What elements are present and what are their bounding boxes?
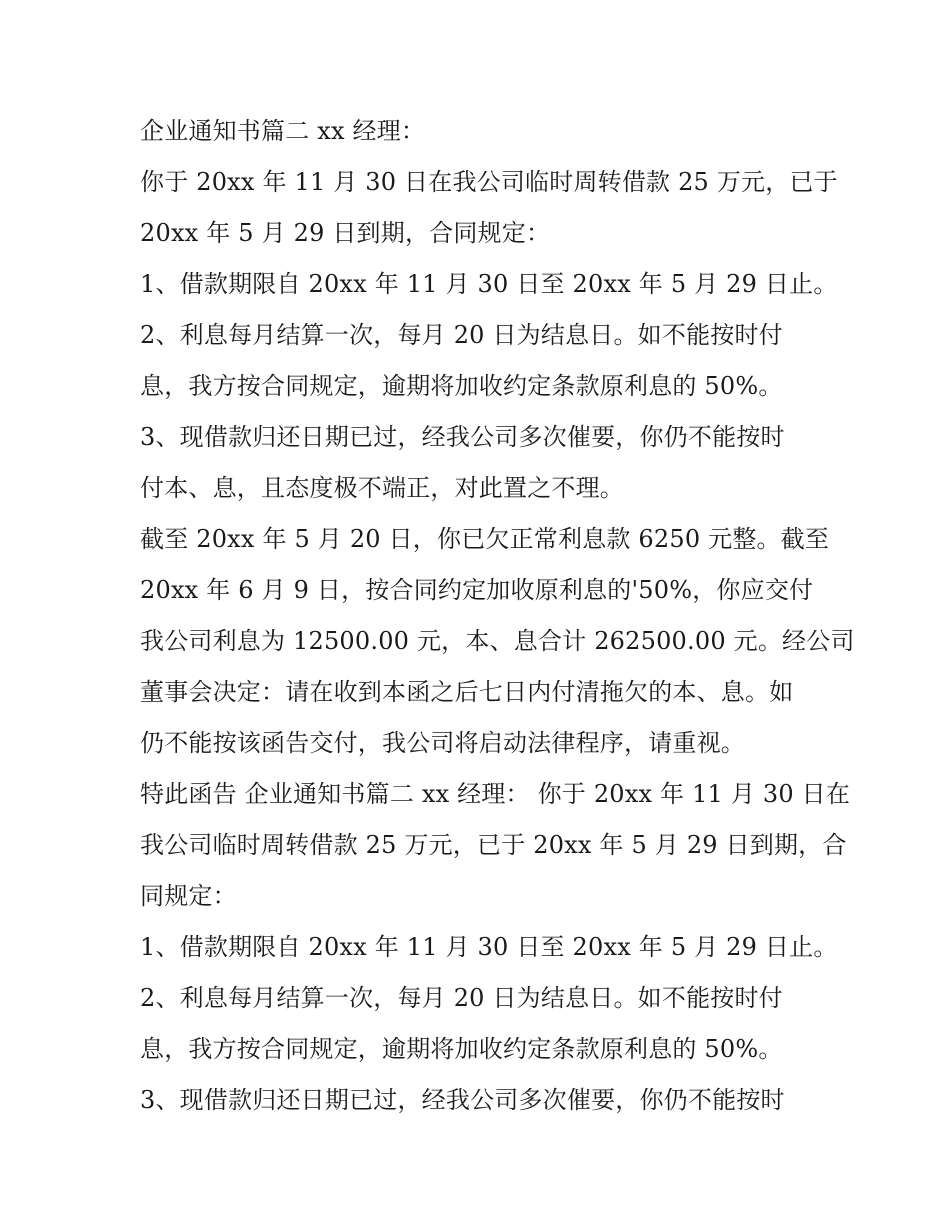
- text-line: 你于 20xx 年 11 月 30 日在我公司临时周转借款 25 万元，已于: [140, 168, 838, 196]
- text-line: 董事会决定：请在收到本函之后七日内付清拖欠的本、息。如: [140, 678, 794, 706]
- text-line: 息，我方按合同规定，逾期将加收约定条款原利息的 50%。: [140, 372, 783, 400]
- text-line: 特此函告 企业通知书篇二 xx 经理： 你于 20xx 年 11 月 30 日在: [140, 780, 851, 808]
- text-line: 20xx 年 5 月 29 日到期，合同规定：: [140, 219, 551, 247]
- text-line: 仍不能按该函告交付，我公司将启动法律程序，请重视。: [140, 729, 745, 757]
- text-line: 2、利息每月结算一次，每月 20 日为结息日。如不能按时付: [140, 984, 783, 1012]
- document-body: [140, 106, 855, 1126]
- text-line: 1、借款期限自 20xx 年 11 月 30 日至 20xx 年 5 月 29 日止。: [140, 933, 838, 961]
- text-line: 1、借款期限自 20xx 年 11 月 30 日至 20xx 年 5 月 29 日止。: [140, 270, 838, 298]
- text-line: 我公司利息为 12500.00 元，本、息合计 262500.00 元。经公司: [140, 627, 855, 655]
- text-line: 20xx 年 6 月 9 日，按合同约定加收原利息的'50%，你应交付: [140, 576, 814, 604]
- text-line: 3、现借款归还日期已过，经我公司多次催要，你仍不能按时: [140, 423, 785, 451]
- text-line: 截至 20xx 年 5 月 20 日，你已欠正常利息款 6250 元整。截至: [140, 525, 830, 553]
- text-line: 2、利息每月结算一次，每月 20 日为结息日。如不能按时付: [140, 321, 783, 349]
- text-line: 我公司临时周转借款 25 万元，已于 20xx 年 5 月 29 日到期，合: [140, 831, 847, 859]
- text-line: 付本、息，且态度极不端正，对此置之不理。: [140, 474, 624, 502]
- text-line: 息，我方按合同规定，逾期将加收约定条款原利息的 50%。: [140, 1035, 783, 1063]
- text-line: 企业通知书篇二 xx 经理：: [140, 117, 426, 145]
- text-line: 同规定：: [140, 882, 237, 910]
- text-line: 3、现借款归还日期已过，经我公司多次催要，你仍不能按时: [140, 1086, 785, 1114]
